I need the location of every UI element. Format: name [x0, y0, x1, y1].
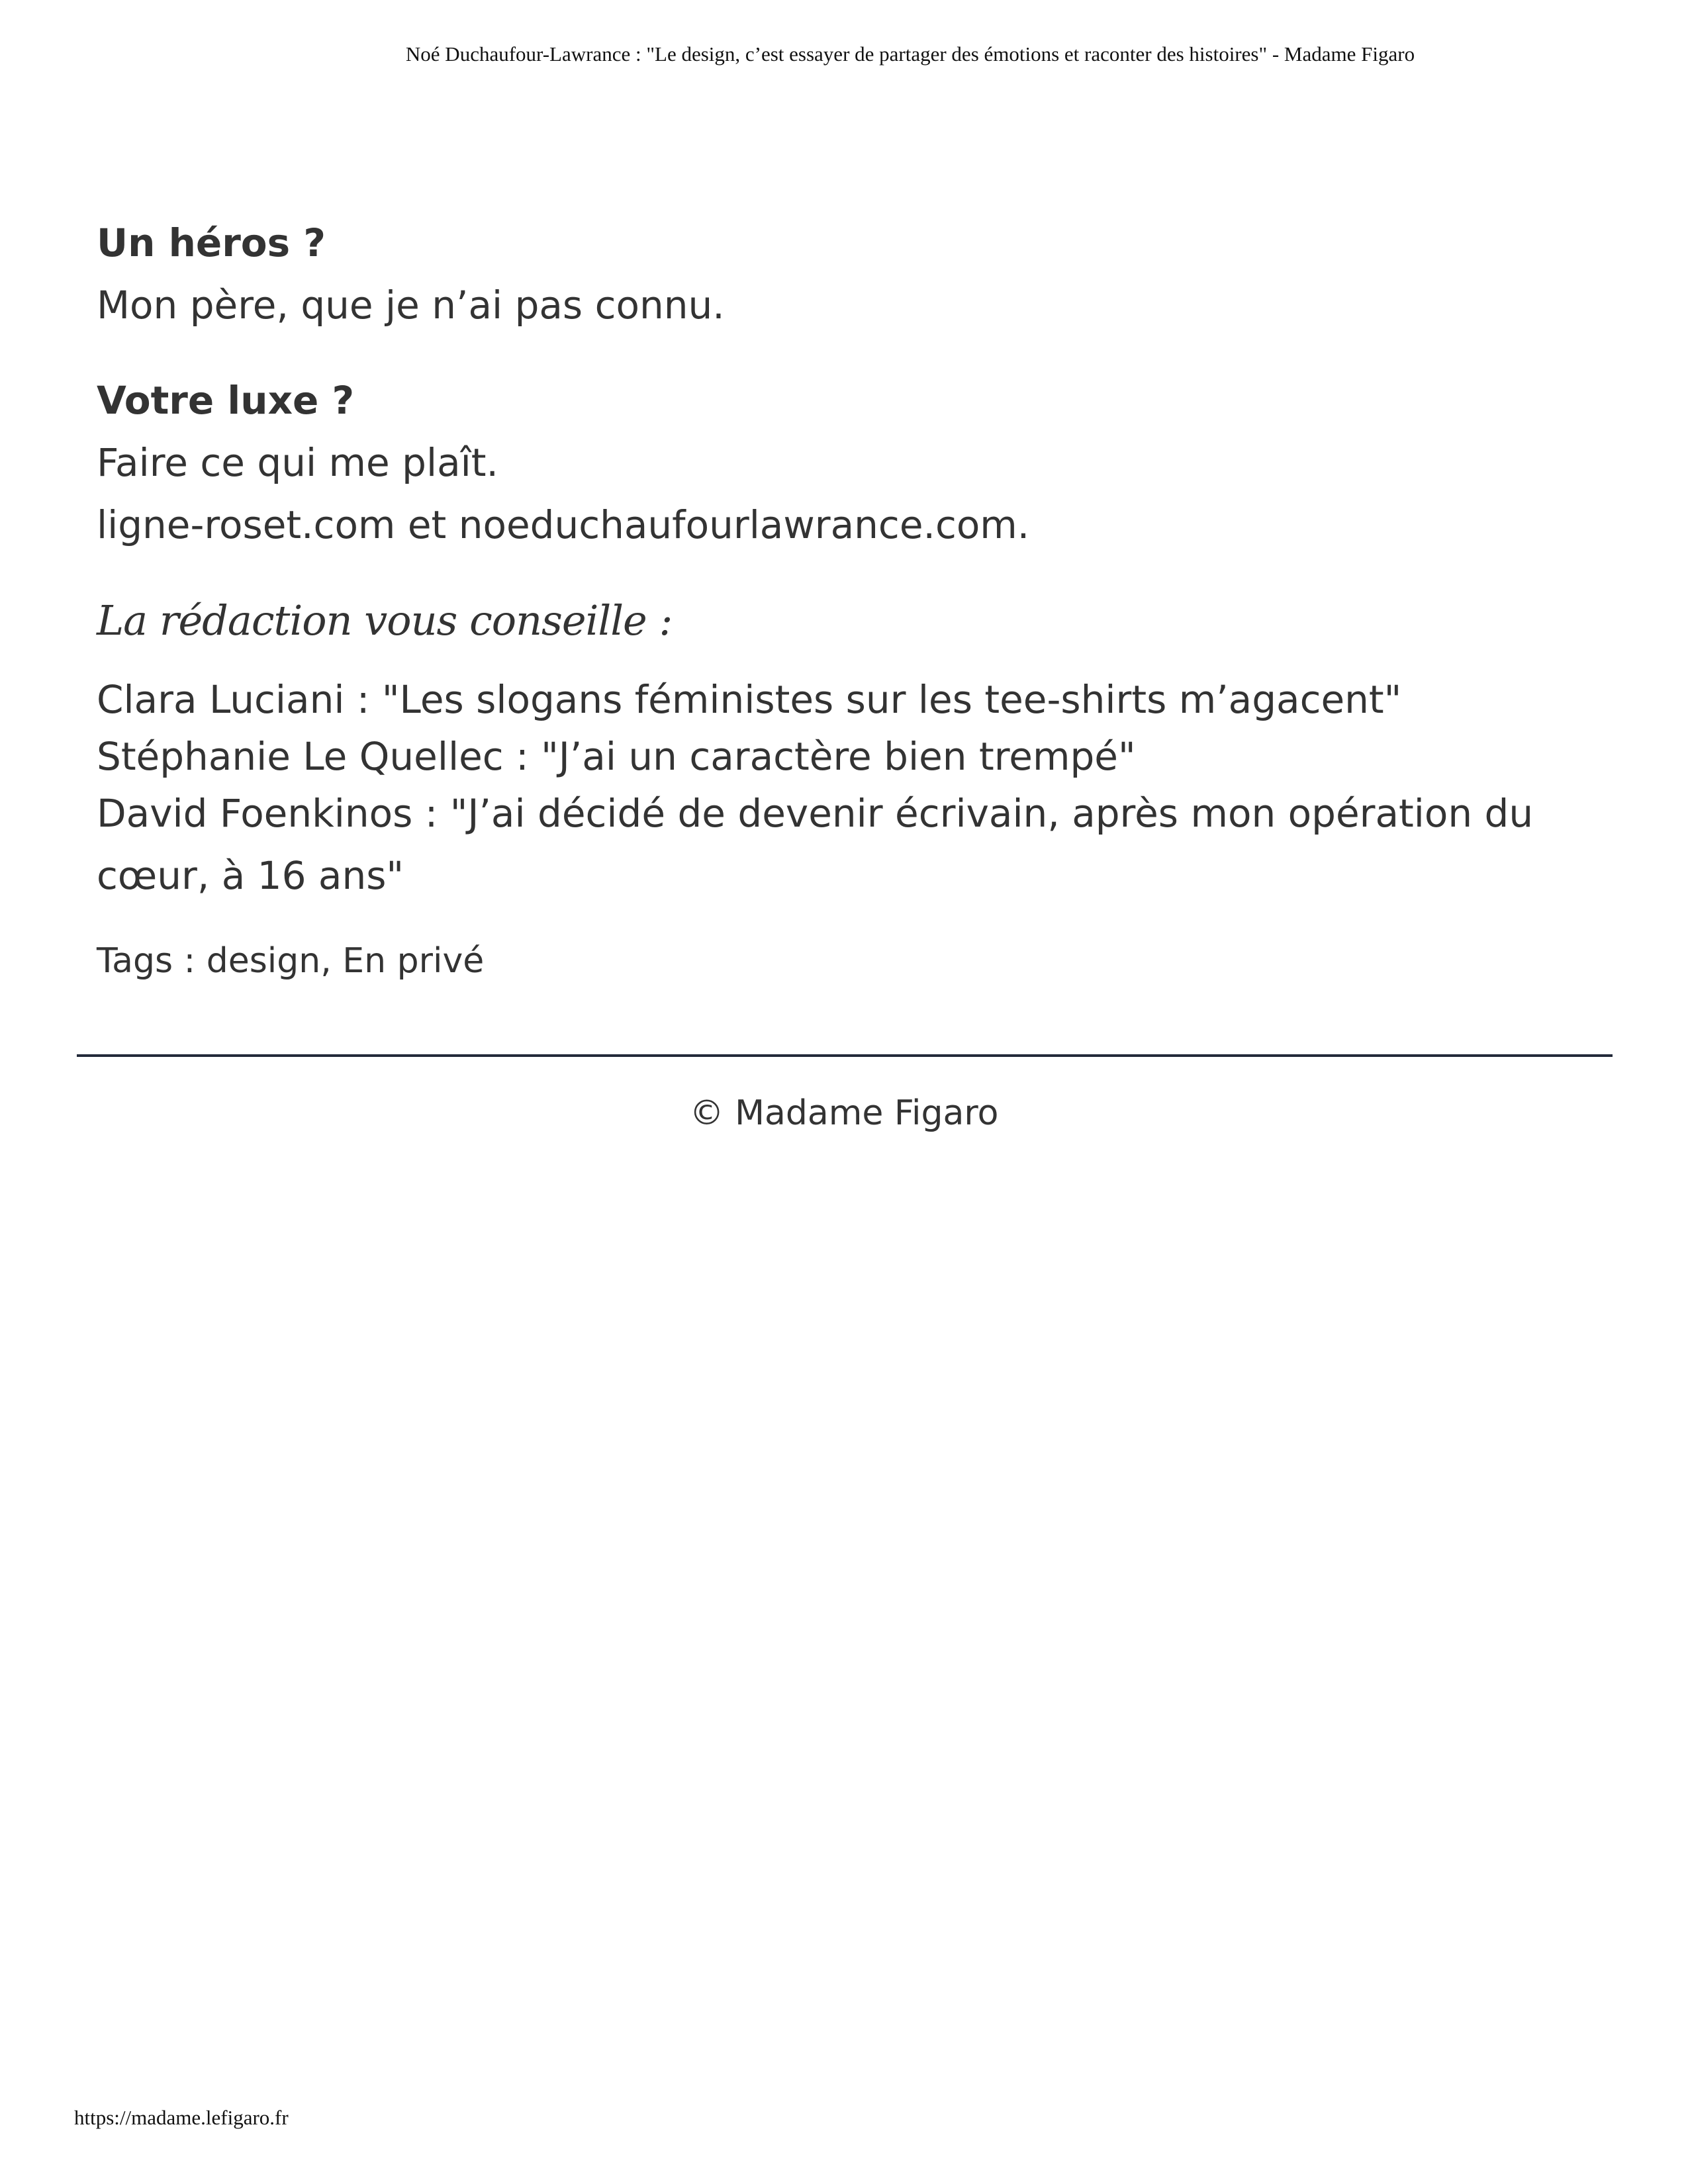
recommendations-heading: La rédaction vous conseille : [97, 596, 673, 645]
recommendations-section [97, 588, 1606, 907]
tag-link-design[interactable]: design [206, 941, 321, 981]
recommended-article-link[interactable]: David Foenkinos : "J’ai décidé de devenir écrivain, après mon opération du cœur, à 16 ans" [97, 791, 1534, 898]
qa-block-hero [97, 212, 1606, 336]
tag-link-en-prive[interactable]: En privé [342, 941, 485, 981]
tags-label: Tags : [97, 941, 207, 981]
qa-block-luxury [97, 369, 1606, 556]
recommended-article-link[interactable]: Clara Luciani : "Les slogans féministes sur les tee-shirts m’agacent" [97, 677, 1402, 722]
print-header-title: Noé Duchaufour-Lawrance : "Le design, c’est essayer de partager des émotions et raconter des histoires" - Madame Figaro [405, 42, 1415, 66]
copyright-notice: © Madame Figaro [689, 1093, 999, 1133]
question-heading: Un héros ? [97, 220, 326, 265]
footer-divider [77, 1054, 1613, 1057]
tags-separator: , [320, 941, 343, 981]
print-footer-url: https://madame.lefigaro.fr [74, 2106, 289, 2129]
answer-text: Mon père, que je n’ai pas connu. [97, 283, 725, 328]
recommendations-list [97, 668, 1606, 907]
answer-websites-link[interactable]: ligne-roset.com et noeduchaufourlawrance.com. [97, 502, 1030, 547]
recommended-article-link[interactable]: Stéphanie Le Quellec : "J’ai un caractère bien trempé" [97, 734, 1136, 779]
question-heading: Votre luxe ? [97, 378, 355, 423]
answer-text: Faire ce qui me plaît. [97, 440, 498, 485]
article-body [97, 212, 1606, 989]
tags-line [97, 933, 1606, 989]
